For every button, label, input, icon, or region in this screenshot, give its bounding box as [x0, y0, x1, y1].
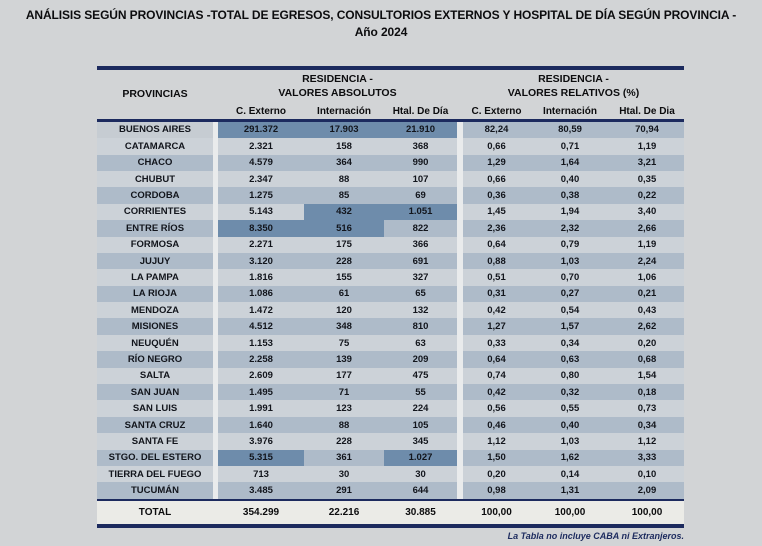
- cell-rel-0: 0,56: [463, 400, 530, 416]
- subheader-rel-c-externo: C. Externo: [471, 105, 522, 117]
- table-body: [97, 122, 684, 499]
- cell-rel-1: 2,32: [530, 220, 610, 236]
- cell-abs-2: 822: [384, 220, 457, 236]
- cell-rel-2: 0,68: [610, 351, 684, 367]
- cell-abs-2: 69: [384, 187, 457, 203]
- subheader-abs-internacion: Internación: [317, 105, 371, 117]
- cell-rel-2: 0,10: [610, 466, 684, 482]
- cell-rel-2: 0,73: [610, 400, 684, 416]
- cell-abs-0: 5.315: [218, 450, 304, 466]
- cell-rel-2: 1,12: [610, 433, 684, 449]
- cell-abs-2: 21.910: [384, 122, 457, 138]
- cell-provincia: MISIONES: [97, 318, 213, 334]
- cell-rel-0: 0,46: [463, 417, 530, 433]
- cell-abs-0: 2.347: [218, 171, 304, 187]
- cell-rel-2: 0,34: [610, 417, 684, 433]
- cell-abs-1: 123: [304, 400, 384, 416]
- cell-abs-1: 364: [304, 155, 384, 171]
- subheader-rel-htal-de-dia: Htal. De Dia: [619, 105, 675, 117]
- cell-rel-0: 1,29: [463, 155, 530, 171]
- cell-abs-0: 5.143: [218, 204, 304, 220]
- cell-provincia: SALTA: [97, 368, 213, 384]
- total-rel-c-externo: 100,00: [463, 501, 530, 524]
- column-header-provincias: PROVINCIAS: [122, 88, 188, 101]
- cell-provincia: MENDOZA: [97, 302, 213, 318]
- cell-rel-0: 0,36: [463, 187, 530, 203]
- cell-rel-2: 1,19: [610, 138, 684, 154]
- cell-provincia: CHUBUT: [97, 171, 213, 187]
- cell-rel-0: 0,88: [463, 253, 530, 269]
- table-row: [97, 417, 684, 433]
- cell-rel-2: 1,54: [610, 368, 684, 384]
- cell-rel-1: 0,55: [530, 400, 610, 416]
- cell-provincia: TIERRA DEL FUEGO: [97, 466, 213, 482]
- cell-abs-1: 175: [304, 237, 384, 253]
- cell-abs-2: 224: [384, 400, 457, 416]
- table-row: [97, 384, 684, 400]
- table-row: [97, 171, 684, 187]
- cell-abs-1: 228: [304, 253, 384, 269]
- cell-abs-2: 990: [384, 155, 457, 171]
- table-row: [97, 138, 684, 154]
- cell-provincia: ENTRE RÍOS: [97, 220, 213, 236]
- cell-abs-2: 105: [384, 417, 457, 433]
- cell-abs-0: 3.120: [218, 253, 304, 269]
- cell-abs-2: 107: [384, 171, 457, 187]
- provinces-table: [97, 66, 684, 541]
- cell-abs-1: 61: [304, 286, 384, 302]
- page-title-line2: Año 2024: [354, 25, 408, 40]
- cell-abs-2: 475: [384, 368, 457, 384]
- total-row: [97, 501, 684, 524]
- cell-provincia: TUCUMÁN: [97, 482, 213, 498]
- cell-rel-1: 0,27: [530, 286, 610, 302]
- cell-abs-0: 2.321: [218, 138, 304, 154]
- cell-abs-1: 432: [304, 204, 384, 220]
- cell-abs-1: 158: [304, 138, 384, 154]
- cell-abs-0: 1.275: [218, 187, 304, 203]
- table-row: [97, 269, 684, 285]
- table-row: [97, 286, 684, 302]
- cell-abs-1: 348: [304, 318, 384, 334]
- cell-abs-2: 132: [384, 302, 457, 318]
- cell-abs-2: 1.051: [384, 204, 457, 220]
- cell-abs-0: 1.495: [218, 384, 304, 400]
- cell-rel-1: 0,40: [530, 417, 610, 433]
- cell-rel-0: 0,42: [463, 384, 530, 400]
- cell-abs-0: 1.086: [218, 286, 304, 302]
- cell-abs-2: 366: [384, 237, 457, 253]
- cell-abs-1: 88: [304, 417, 384, 433]
- cell-rel-0: 1,27: [463, 318, 530, 334]
- cell-rel-0: 0,66: [463, 171, 530, 187]
- cell-abs-2: 55: [384, 384, 457, 400]
- cell-rel-1: 0,79: [530, 237, 610, 253]
- cell-abs-1: 516: [304, 220, 384, 236]
- cell-rel-0: 0,74: [463, 368, 530, 384]
- cell-rel-1: 0,14: [530, 466, 610, 482]
- cell-abs-2: 368: [384, 138, 457, 154]
- cell-abs-0: 3.485: [218, 482, 304, 498]
- cell-abs-0: 1.816: [218, 269, 304, 285]
- cell-rel-1: 0,34: [530, 335, 610, 351]
- cell-rel-0: 0,42: [463, 302, 530, 318]
- cell-rel-2: 1,06: [610, 269, 684, 285]
- table-row: [97, 482, 684, 498]
- group-header-valores-relativos: RESIDENCIA - VALORES RELATIVOS (%): [507, 72, 640, 99]
- cell-rel-1: 1,94: [530, 204, 610, 220]
- cell-rel-2: 2,66: [610, 220, 684, 236]
- cell-rel-0: 0,31: [463, 286, 530, 302]
- cell-provincia: SAN LUIS: [97, 400, 213, 416]
- cell-abs-0: 1.640: [218, 417, 304, 433]
- table-row: [97, 351, 684, 367]
- cell-rel-1: 1,31: [530, 482, 610, 498]
- cell-abs-1: 17.903: [304, 122, 384, 138]
- cell-abs-1: 88: [304, 171, 384, 187]
- table-row: [97, 237, 684, 253]
- table-row: [97, 318, 684, 334]
- cell-abs-2: 65: [384, 286, 457, 302]
- cell-provincia: RÍO NEGRO: [97, 351, 213, 367]
- cell-abs-1: 30: [304, 466, 384, 482]
- cell-provincia: SANTA FE: [97, 433, 213, 449]
- table-row: [97, 302, 684, 318]
- cell-provincia: FORMOSA: [97, 237, 213, 253]
- cell-provincia: CORDOBA: [97, 187, 213, 203]
- cell-abs-2: 345: [384, 433, 457, 449]
- cell-rel-2: 0,43: [610, 302, 684, 318]
- subheader-abs-htal-de-dia: Htal. De Día: [392, 105, 449, 117]
- cell-rel-0: 2,36: [463, 220, 530, 236]
- cell-rel-0: 0,66: [463, 138, 530, 154]
- total-abs-internacion: 22.216: [304, 501, 384, 524]
- cell-abs-1: 291: [304, 482, 384, 498]
- cell-abs-0: 2.271: [218, 237, 304, 253]
- cell-rel-2: 0,20: [610, 335, 684, 351]
- cell-provincia: LA PAMPA: [97, 269, 213, 285]
- cell-abs-0: 713: [218, 466, 304, 482]
- cell-rel-1: 0,71: [530, 138, 610, 154]
- cell-rel-1: 0,40: [530, 171, 610, 187]
- cell-abs-0: 2.609: [218, 368, 304, 384]
- cell-provincia: CORRIENTES: [97, 204, 213, 220]
- cell-abs-1: 228: [304, 433, 384, 449]
- cell-provincia: BUENOS AIRES: [97, 122, 213, 138]
- cell-rel-2: 2,24: [610, 253, 684, 269]
- cell-abs-2: 327: [384, 269, 457, 285]
- cell-abs-2: 644: [384, 482, 457, 498]
- cell-rel-2: 0,21: [610, 286, 684, 302]
- cell-abs-0: 4.579: [218, 155, 304, 171]
- cell-provincia: CATAMARCA: [97, 138, 213, 154]
- cell-rel-0: 1,12: [463, 433, 530, 449]
- cell-rel-0: 0,33: [463, 335, 530, 351]
- page-title-line1: ANÁLISIS SEGÚN PROVINCIAS -TOTAL DE EGRESOS, CONSULTORIOS EXTERNOS Y HOSPITAL DE DÍA SEGÚN PROVINCIA -: [25, 8, 737, 22]
- cell-rel-1: 1,03: [530, 253, 610, 269]
- cell-rel-2: 0,22: [610, 187, 684, 203]
- cell-rel-1: 0,32: [530, 384, 610, 400]
- cell-rel-1: 0,70: [530, 269, 610, 285]
- cell-rel-1: 1,64: [530, 155, 610, 171]
- table-row: [97, 187, 684, 203]
- cell-rel-2: 0,18: [610, 384, 684, 400]
- cell-rel-0: 0,64: [463, 237, 530, 253]
- subheader-rel-internacion: Internación: [543, 105, 597, 117]
- cell-abs-0: 8.350: [218, 220, 304, 236]
- table-row: [97, 220, 684, 236]
- cell-rel-2: 70,94: [610, 122, 684, 138]
- cell-provincia: LA RIOJA: [97, 286, 213, 302]
- cell-provincia: CHACO: [97, 155, 213, 171]
- table-row: [97, 450, 684, 466]
- table-row: [97, 335, 684, 351]
- table-row: [97, 433, 684, 449]
- cell-rel-0: 0,20: [463, 466, 530, 482]
- cell-abs-1: 75: [304, 335, 384, 351]
- cell-rel-0: 0,51: [463, 269, 530, 285]
- cell-rel-2: 2,09: [610, 482, 684, 498]
- cell-rel-0: 0,98: [463, 482, 530, 498]
- table-row: [97, 368, 684, 384]
- cell-abs-1: 177: [304, 368, 384, 384]
- cell-abs-1: 85: [304, 187, 384, 203]
- total-rel-internacion: 100,00: [530, 501, 610, 524]
- cell-rel-1: 0,80: [530, 368, 610, 384]
- cell-rel-2: 0,35: [610, 171, 684, 187]
- cell-rel-0: 1,45: [463, 204, 530, 220]
- cell-provincia: NEUQUÉN: [97, 335, 213, 351]
- cell-rel-2: 3,33: [610, 450, 684, 466]
- cell-rel-1: 80,59: [530, 122, 610, 138]
- cell-rel-1: 0,63: [530, 351, 610, 367]
- cell-abs-0: 2.258: [218, 351, 304, 367]
- cell-provincia: JUJUY: [97, 253, 213, 269]
- cell-abs-1: 120: [304, 302, 384, 318]
- total-abs-htal-de-dia: 30.885: [384, 501, 457, 524]
- table-row: [97, 155, 684, 171]
- cell-abs-2: 1.027: [384, 450, 457, 466]
- page-title: [0, 0, 762, 42]
- cell-rel-1: 1,03: [530, 433, 610, 449]
- cell-abs-2: 810: [384, 318, 457, 334]
- cell-rel-2: 1,19: [610, 237, 684, 253]
- cell-abs-0: 4.512: [218, 318, 304, 334]
- cell-abs-1: 361: [304, 450, 384, 466]
- cell-rel-2: 3,21: [610, 155, 684, 171]
- cell-abs-1: 71: [304, 384, 384, 400]
- total-abs-c-externo: 354.299: [218, 501, 304, 524]
- cell-abs-0: 1.153: [218, 335, 304, 351]
- table-header: [97, 70, 684, 119]
- table-row: [97, 204, 684, 220]
- cell-rel-0: 0,64: [463, 351, 530, 367]
- cell-rel-0: 82,24: [463, 122, 530, 138]
- table-row: [97, 253, 684, 269]
- cell-provincia: SANTA CRUZ: [97, 417, 213, 433]
- cell-provincia: STGO. DEL ESTERO: [97, 450, 213, 466]
- cell-abs-2: 209: [384, 351, 457, 367]
- table-row: [97, 122, 684, 138]
- cell-abs-2: 30: [384, 466, 457, 482]
- cell-rel-1: 0,38: [530, 187, 610, 203]
- cell-abs-1: 139: [304, 351, 384, 367]
- cell-provincia: SAN JUAN: [97, 384, 213, 400]
- total-rel-htal-de-dia: 100,00: [610, 501, 684, 524]
- table-footnote: La Tabla no incluye CABA ni Extranjeros.: [507, 530, 684, 541]
- cell-abs-0: 3.976: [218, 433, 304, 449]
- cell-abs-1: 155: [304, 269, 384, 285]
- table-row: [97, 466, 684, 482]
- cell-abs-0: 1.472: [218, 302, 304, 318]
- group-header-valores-absolutos: RESIDENCIA - VALORES ABSOLUTOS: [278, 72, 397, 99]
- cell-abs-0: 291.372: [218, 122, 304, 138]
- cell-rel-1: 1,57: [530, 318, 610, 334]
- cell-rel-2: 2,62: [610, 318, 684, 334]
- total-label: TOTAL: [97, 501, 213, 524]
- subheader-abs-c-externo: C. Externo: [235, 105, 286, 117]
- cell-abs-2: 63: [384, 335, 457, 351]
- table-row: [97, 400, 684, 416]
- cell-rel-0: 1,50: [463, 450, 530, 466]
- cell-rel-2: 3,40: [610, 204, 684, 220]
- cell-rel-1: 0,54: [530, 302, 610, 318]
- cell-rel-1: 1,62: [530, 450, 610, 466]
- cell-abs-2: 691: [384, 253, 457, 269]
- cell-abs-0: 1.991: [218, 400, 304, 416]
